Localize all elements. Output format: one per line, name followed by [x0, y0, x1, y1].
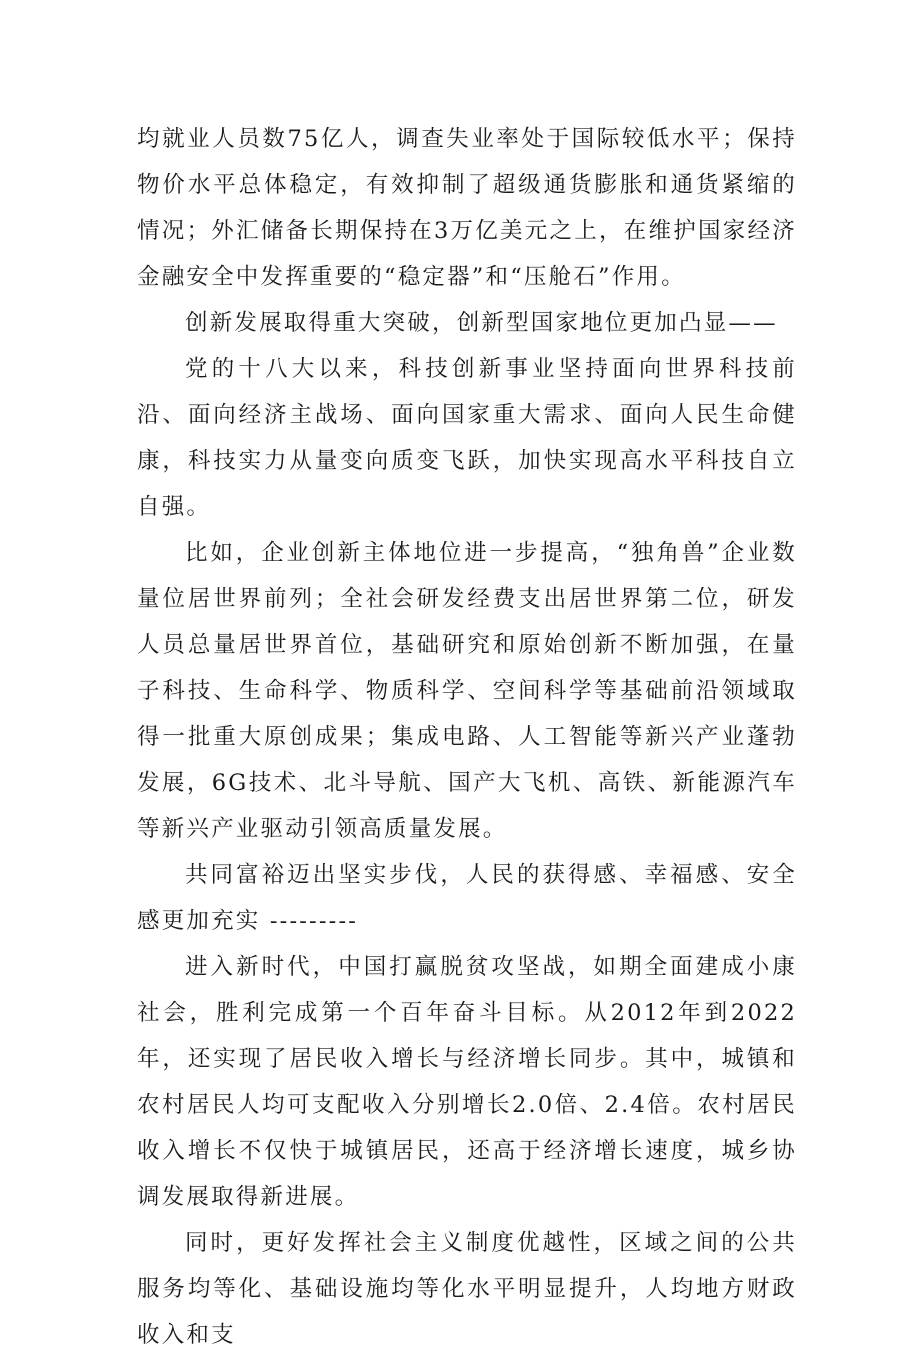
section-heading: 共同富裕迈出坚实步伐，人民的获得感、幸福感、安全感更加充实 --------- — [137, 862, 797, 934]
paragraph: 党的十八大以来，科技创新事业坚持面向世界科技前沿、面向经济主战场、面向国家重大需求、面向人民生命健康，科技实力从量变向质变飞跃，加快实现高水平科技自立自强。 — [137, 356, 797, 520]
section-heading: 创新发展取得重大突破，创新型国家地位更加凸显—— — [185, 310, 778, 336]
paragraph: 同时，更好发挥社会主义制度优越性，区域之间的公共服务均等化、基础设施均等化水平明显提升，人均地方财政收入和支 — [137, 1230, 797, 1348]
document-body — [137, 116, 797, 1358]
paragraph: 进入新时代，中国打赢脱贫攻坚战，如期全面建成小康社会，胜利完成第一个百年奋斗目标。从2012年到2022年，还实现了居民收入增长与经济增长同步。其中，城镇和农村居民人均可支配收入分别增长2.0倍、2.4倍。农村居民收入增长不仅快于城镇居民，还高于经济增长速度，城乡协调发展取得新进展。 — [137, 954, 797, 1210]
paragraph: 比如，企业创新主体地位进一步提高，“独角兽”企业数量位居世界前列；全社会研发经费支出居世界第二位，研发人员总量居世界首位，基础研究和原始创新不断加强，在量子科技、生命科学、物质科学、空间科学等基础前沿领域取得一批重大原创成果；集成电路、人工智能等新兴产业蓬勃发展，6G技术、北斗导航、国产大飞机、高铁、新能源汽车等新兴产业驱动引领高质量发展。 — [137, 540, 797, 842]
paragraph: 均就业人员数75亿人，调查失业率处于国际较低水平；保持物价水平总体稳定，有效抑制了超级通货膨胀和通货紧缩的情况；外汇储备长期保持在3万亿美元之上，在维护国家经济金融安全中发挥重要的“稳定器”和“压舱石”作用。 — [137, 126, 797, 290]
